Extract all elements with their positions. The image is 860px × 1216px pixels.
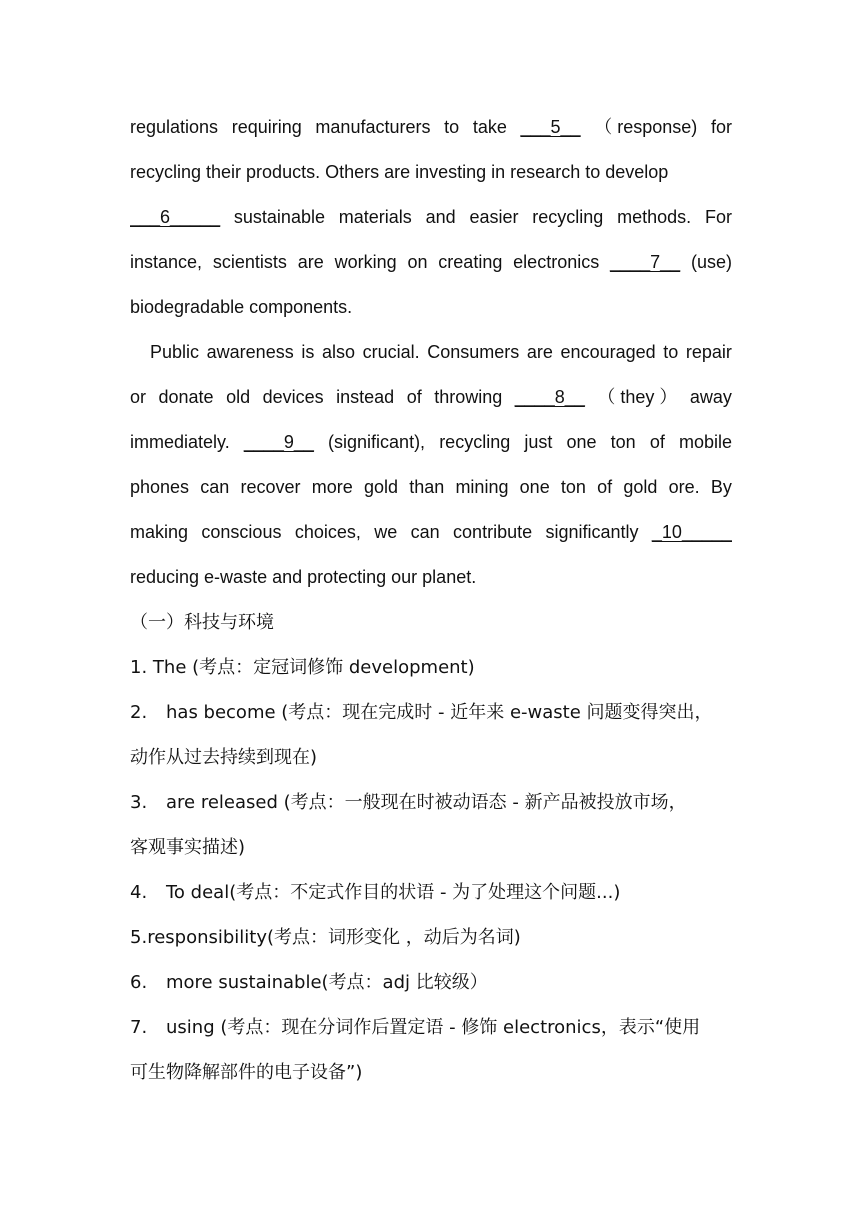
passage-line-3 (130, 195, 732, 240)
word: we (374, 522, 398, 542)
word: to (444, 117, 460, 137)
word: ton (560, 477, 586, 497)
word: sustainable (233, 207, 325, 227)
answer-item-3-continued: 客观事实描述) (130, 837, 246, 858)
word: contribute (453, 522, 533, 542)
word: devices (262, 387, 324, 407)
answer-item-7 (130, 1005, 732, 1050)
word: and (425, 207, 456, 227)
word: immediately. (130, 432, 230, 452)
word: easier (469, 207, 519, 227)
word: significantly (545, 522, 639, 542)
word: requiring (231, 117, 302, 137)
word: working (334, 252, 397, 272)
word: mobile (678, 432, 732, 452)
answer-text: To deal(考点：不定式作目的状语 - 为了处理这个问题...) (166, 882, 621, 903)
answer-text: more sustainable(考点：adj 比较级） (166, 972, 488, 993)
blank-5: ___5__ (520, 117, 581, 137)
word: one (519, 477, 550, 497)
word: By (710, 477, 732, 497)
word: throwing (434, 387, 503, 407)
passage-line-6 (130, 330, 732, 375)
word: methods. (617, 207, 692, 227)
answer-text: using (考点：现在分词作后置定语 - 修饰 electronics，表示“使用 (166, 1017, 701, 1038)
passage-line-8 (130, 420, 732, 465)
blank-6: ___6_____ (130, 207, 221, 227)
word: for (710, 117, 732, 137)
word: old (226, 387, 251, 407)
word: conscious (201, 522, 282, 542)
answer-number: 2. (130, 702, 148, 723)
word: choices, (294, 522, 361, 542)
word: just (524, 432, 553, 452)
word: recycling (532, 207, 604, 227)
word: can (200, 477, 230, 497)
answer-item-4 (130, 870, 732, 915)
word: recover (240, 477, 301, 497)
answer-item-2 (130, 690, 732, 735)
word: recycling (439, 432, 511, 452)
answer-text: The (考点：定冠词修饰 development) (152, 657, 475, 678)
answer-text: are released (考点：一般现在时被动语态 - 新产品被投放市场， (166, 792, 687, 813)
blank-9: ____9__ (243, 432, 314, 452)
word: one (566, 432, 597, 452)
answer-text: responsibility(考点：词形变化 ，动后为名词) (147, 927, 521, 948)
answer-item-1 (130, 645, 732, 690)
word: scientists (212, 252, 287, 272)
answer-item-7-continued: 可生物降解部件的电子设备”) (130, 1062, 363, 1083)
answer-item-5 (130, 915, 732, 960)
passage-line-11: reducing e-waste and protecting our planet. (130, 567, 477, 587)
passage-line-2: recycling their products. Others are investing in research to develop (130, 162, 669, 182)
word: Consumers (427, 342, 520, 362)
word: manufacturers (315, 117, 431, 137)
word: making (130, 522, 189, 542)
answer-number: 4. (130, 882, 148, 903)
answer-number: 3. (130, 792, 148, 813)
answer-text: has become (考点：现在完成时 - 近年来 e-waste 问题变得突出， (166, 702, 713, 723)
word: are (297, 252, 324, 272)
blank-10: _10_____ (651, 522, 732, 542)
passage-line-7 (130, 375, 732, 420)
word: away (689, 387, 732, 407)
word: is (301, 342, 315, 362)
word: of (649, 432, 665, 452)
word: than (409, 477, 445, 497)
word: regulations (130, 117, 219, 137)
passage-line-9 (130, 465, 732, 510)
blank-8: ____8__ (514, 387, 585, 407)
word: gold (363, 477, 398, 497)
word: also (321, 342, 355, 362)
word: of (597, 477, 613, 497)
word: （ they ） (597, 387, 678, 407)
word: phones (130, 477, 190, 497)
word: ore. (668, 477, 700, 497)
word: crucial. (362, 342, 420, 362)
word: awareness (206, 342, 294, 362)
word: creating (438, 252, 503, 272)
word: take (472, 117, 507, 137)
passage-line-5: biodegradable components. (130, 297, 353, 317)
word: encouraged (560, 342, 656, 362)
word: of (406, 387, 422, 407)
word: Public (150, 342, 200, 362)
word: on (407, 252, 428, 272)
answer-number: 6. (130, 972, 148, 993)
section-title: （一）科技与环境 (130, 612, 274, 633)
word: or (130, 387, 147, 407)
answer-number: 7. (130, 1017, 148, 1038)
passage-line-4 (130, 240, 732, 285)
word: (use) (690, 252, 732, 272)
word: gold (623, 477, 658, 497)
word: donate (158, 387, 214, 407)
word: repair (685, 342, 732, 362)
word: materials (338, 207, 412, 227)
word: to (663, 342, 679, 362)
word: can (410, 522, 440, 542)
document-page (130, 105, 732, 1095)
word: For (704, 207, 732, 227)
word: (significant), (328, 432, 426, 452)
answer-item-6 (130, 960, 732, 1005)
blank-7: ____7__ (610, 252, 681, 272)
word: are (526, 342, 553, 362)
word: electronics (513, 252, 600, 272)
word: more (311, 477, 353, 497)
passage-line-10 (130, 510, 732, 555)
word: （ response) (594, 117, 698, 137)
word: instead (336, 387, 395, 407)
answer-item-2-continued: 动作从过去持续到现在) (130, 747, 318, 768)
word: ton (610, 432, 636, 452)
answer-number: 1. (130, 657, 148, 678)
word: mining (455, 477, 509, 497)
passage-line-1 (130, 105, 732, 150)
answer-item-3 (130, 780, 732, 825)
word: instance, (130, 252, 203, 272)
answer-number: 5. (130, 927, 148, 948)
